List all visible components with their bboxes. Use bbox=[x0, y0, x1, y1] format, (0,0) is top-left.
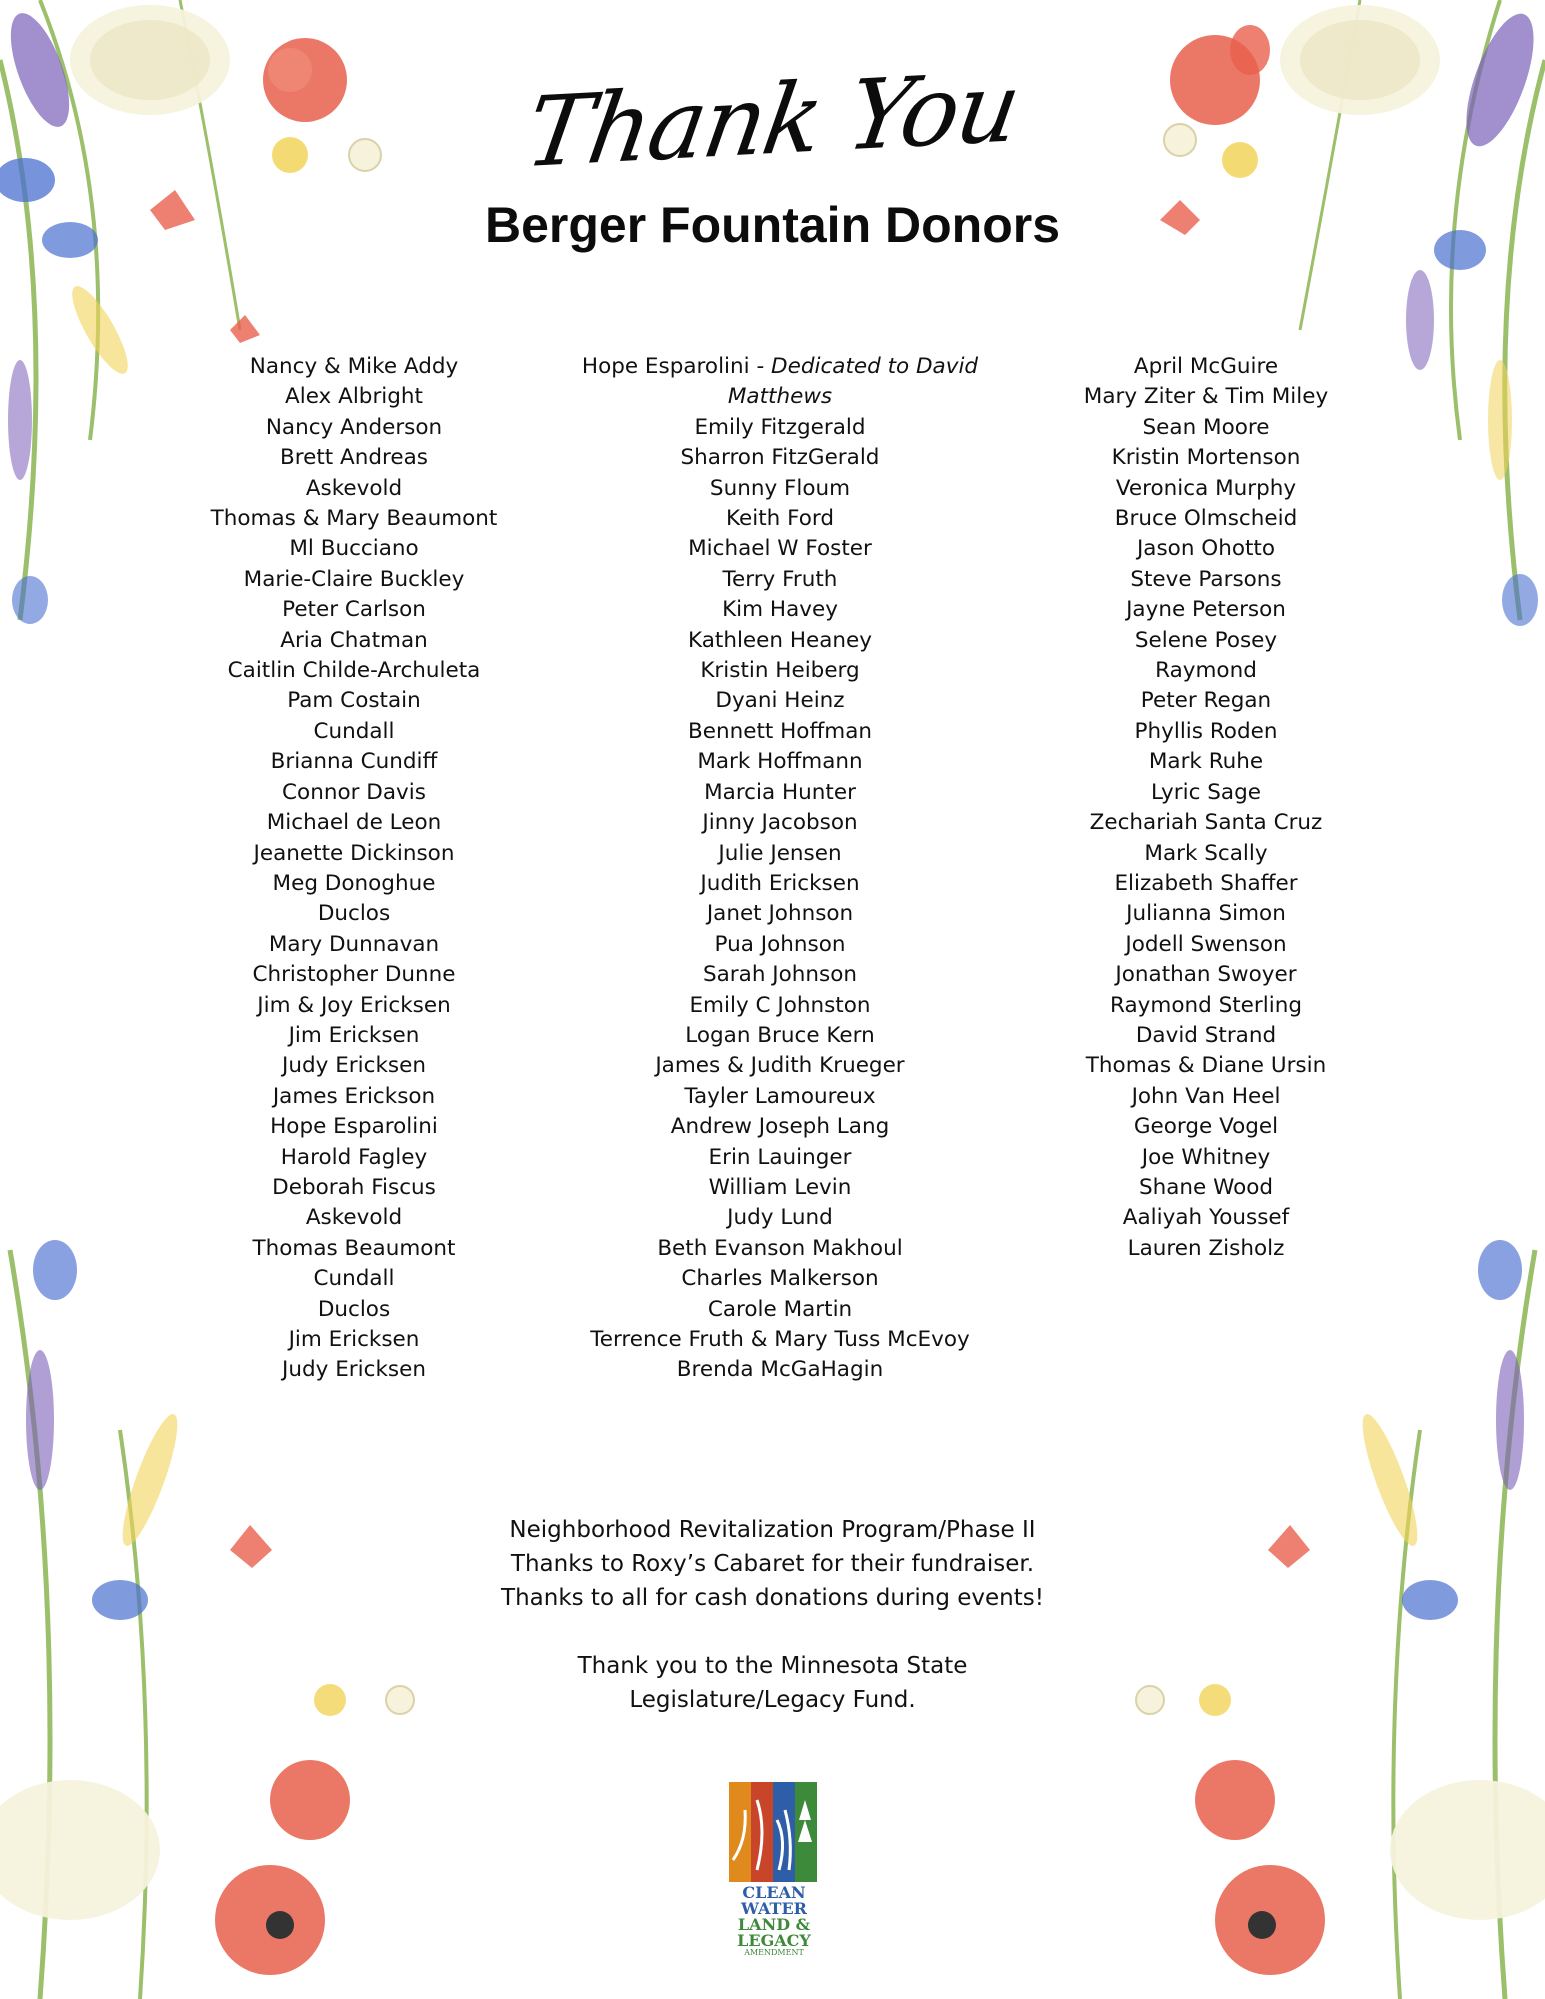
acknowledgement-line: Neighborhood Revitalization Program/Phase II bbox=[509, 1517, 1036, 1543]
donor-name: Charles Malkerson bbox=[681, 1266, 879, 1292]
donor-column-1 bbox=[182, 352, 526, 1386]
donor-name: Jodell Swenson bbox=[1125, 931, 1287, 957]
donor-name: Sean Moore bbox=[1142, 414, 1270, 440]
donor-name: Thomas & Mary Beaumont bbox=[210, 506, 498, 532]
donor-name: James Erickson bbox=[272, 1083, 436, 1109]
logo-word: WATER bbox=[741, 1899, 807, 1918]
acknowledgement-line: Thank you to the Minnesota State bbox=[577, 1653, 968, 1679]
donor-name: Jason Ohotto bbox=[1136, 536, 1276, 562]
logo-word: CLEAN bbox=[742, 1883, 806, 1902]
donor-name: Kristin Heiberg bbox=[700, 658, 860, 684]
donor-name: Phyllis Roden bbox=[1134, 718, 1278, 744]
donor-name: Judy Lund bbox=[727, 1205, 833, 1231]
donor-name: Lyric Sage bbox=[1151, 779, 1261, 805]
donor-name: John Van Heel bbox=[1131, 1083, 1281, 1109]
donor-name: Raymond Sterling bbox=[1110, 992, 1302, 1018]
donor-name: Veronica Murphy bbox=[1115, 475, 1297, 501]
donor-name: Marie-Claire Buckley bbox=[243, 566, 465, 592]
donor-name: Zechariah Santa Cruz bbox=[1089, 810, 1323, 836]
donor-name: Thomas Beaumont bbox=[252, 1235, 456, 1261]
donor-name: Selene Posey bbox=[1134, 627, 1278, 653]
donor-column-2 bbox=[560, 352, 1000, 1386]
donor-name: Kristin Mortenson bbox=[1111, 445, 1301, 471]
logo-word: LEGACY bbox=[737, 1931, 811, 1950]
donor-name: Nancy Anderson bbox=[265, 414, 443, 440]
donor-name: Judy Ericksen bbox=[282, 1053, 426, 1079]
donor-name: Lauren Zisholz bbox=[1127, 1235, 1285, 1261]
donor-name: Duclos bbox=[317, 901, 391, 927]
donor-name: Julie Jensen bbox=[718, 840, 842, 866]
donor-name: Brett Andreas bbox=[280, 445, 428, 471]
donor-dedication: Dedicated to David Matthews bbox=[727, 354, 979, 410]
donor-name: Brianna Cundiff bbox=[270, 749, 438, 775]
donor-name: April McGuire bbox=[1133, 354, 1279, 379]
acknowledgement-line: Thanks to Roxy’s Cabaret for their fundraiser. bbox=[510, 1551, 1035, 1577]
donor-name: Terrence Fruth & Mary Tuss McEvoy bbox=[590, 1327, 970, 1352]
donor-name-text: Hope Esparolini - bbox=[581, 354, 772, 379]
acknowledgement-line: Legislature/Legacy Fund. bbox=[629, 1687, 916, 1713]
donor-name: Mark Hoffmann bbox=[697, 749, 863, 775]
donor-name: Logan Bruce Kern bbox=[685, 1022, 875, 1048]
donor-name: Julianna Simon bbox=[1126, 901, 1286, 927]
donor-name: Caitlin Childe-Archuleta bbox=[227, 658, 481, 684]
donor-name: Christopher Dunne bbox=[252, 962, 456, 988]
donor-name: Bennett Hoffman bbox=[687, 718, 873, 744]
donor-name: Janet Johnson bbox=[706, 901, 854, 927]
donor-name: Jayne Peterson bbox=[1126, 597, 1286, 623]
logo-panel-orange bbox=[729, 1782, 751, 1882]
donor-name: Marcia Hunter bbox=[704, 779, 856, 805]
donor-name: Joe Whitney bbox=[1141, 1144, 1271, 1170]
donor-name: Pam Costain bbox=[287, 688, 421, 714]
donor-name: Aria Chatman bbox=[280, 627, 428, 653]
donor-name: Cundall bbox=[313, 1266, 395, 1292]
donor-name: Ml Bucciano bbox=[289, 536, 419, 562]
donor-name: Peter Regan bbox=[1140, 688, 1272, 714]
donor-name: Jim & Joy Ericksen bbox=[257, 992, 451, 1018]
donor-name: Duclos bbox=[317, 1296, 391, 1322]
donor-name: Deborah Fiscus bbox=[272, 1174, 436, 1200]
acknowledgement-line: Thanks to all for cash donations during events! bbox=[501, 1585, 1044, 1611]
donor-name: Pua Johnson bbox=[714, 931, 846, 957]
logo-panel-blue bbox=[773, 1782, 795, 1882]
donor-name: Steve Parsons bbox=[1130, 566, 1282, 592]
donor-name: Aaliyah Youssef bbox=[1122, 1205, 1290, 1231]
donor-name: Bruce Olmscheid bbox=[1114, 506, 1298, 532]
donor-name: Harold Fagley bbox=[280, 1144, 428, 1170]
logo-word: AMENDMENT bbox=[744, 1948, 804, 1956]
donor-name: Peter Carlson bbox=[282, 597, 426, 623]
donor-name: Judy Ericksen bbox=[282, 1357, 426, 1383]
donor-name: Askevold bbox=[305, 1205, 403, 1231]
donor-name: Judith Ericksen bbox=[700, 870, 860, 896]
donor-name: Sarah Johnson bbox=[702, 962, 858, 988]
donor-name: Dyani Heinz bbox=[715, 688, 845, 714]
donor-name: Mary Dunnavan bbox=[268, 931, 440, 957]
donor-name: George Vogel bbox=[1133, 1114, 1279, 1140]
donor-name: David Strand bbox=[1135, 1022, 1277, 1048]
donor-name: Connor Davis bbox=[282, 779, 426, 805]
logo-word: LAND & bbox=[737, 1915, 811, 1934]
donor-name: Michael W Foster bbox=[688, 536, 872, 562]
donor-name: Thomas & Diane Ursin bbox=[1085, 1053, 1327, 1079]
donor-name: Brenda McGaHagin bbox=[676, 1357, 884, 1383]
donor-column-3 bbox=[1054, 352, 1358, 1264]
donor-name: Jim Ericksen bbox=[288, 1022, 420, 1048]
donor-name: Erin Lauinger bbox=[708, 1144, 852, 1170]
page-subtitle: Berger Fountain Donors bbox=[484, 197, 1061, 253]
page-title: Thank You bbox=[518, 50, 1027, 190]
donor-name: James & Judith Krueger bbox=[655, 1053, 905, 1079]
donor-name: William Levin bbox=[708, 1174, 852, 1200]
clean-water-land-legacy-logo bbox=[727, 1780, 821, 1956]
donor-name: Mary Ziter & Tim Miley bbox=[1083, 384, 1329, 410]
donor-name: Tayler Lamoureux bbox=[684, 1083, 876, 1109]
donor-name: Askevold bbox=[305, 475, 403, 501]
donor-name: Nancy & Mike Addy bbox=[249, 354, 459, 379]
donor-name: Shane Wood bbox=[1138, 1174, 1274, 1200]
donor-name: Carole Martin bbox=[707, 1296, 853, 1322]
donor-name: Emily C Johnston bbox=[689, 992, 871, 1018]
donor-name: Raymond bbox=[1155, 658, 1257, 684]
donor-name: Emily Fitzgerald bbox=[694, 414, 866, 440]
donor-name: Meg Donoghue bbox=[272, 870, 436, 896]
donor-name: Mark Scally bbox=[1144, 840, 1268, 866]
donor-name: Jim Ericksen bbox=[288, 1327, 420, 1352]
donor-name: Michael de Leon bbox=[266, 810, 442, 836]
donor-name: Beth Evanson Makhoul bbox=[657, 1235, 903, 1261]
donor-name: Alex Albright bbox=[285, 384, 423, 410]
donor-name: Elizabeth Shaffer bbox=[1114, 870, 1298, 896]
acknowledgements bbox=[0, 1513, 1545, 1717]
spacer bbox=[0, 1615, 1545, 1649]
donor-name: Sharron FitzGerald bbox=[680, 445, 880, 471]
donor-name: Jonathan Swoyer bbox=[1115, 962, 1297, 988]
donor-name: Mark Ruhe bbox=[1148, 749, 1264, 775]
donor-name: Kathleen Heaney bbox=[688, 627, 872, 653]
donor-name: Sunny Floum bbox=[709, 475, 851, 501]
donor-name: Kim Havey bbox=[722, 597, 838, 623]
donor-name: Jinny Jacobson bbox=[702, 810, 858, 836]
donor-name: Keith Ford bbox=[726, 506, 834, 532]
donor-name bbox=[560, 352, 1000, 413]
donor-name: Jeanette Dickinson bbox=[253, 840, 455, 866]
donor-name: Hope Esparolini bbox=[270, 1114, 438, 1140]
donor-name: Andrew Joseph Lang bbox=[670, 1114, 890, 1140]
donor-name: Terry Fruth bbox=[722, 566, 838, 592]
donor-name: Cundall bbox=[313, 718, 395, 744]
